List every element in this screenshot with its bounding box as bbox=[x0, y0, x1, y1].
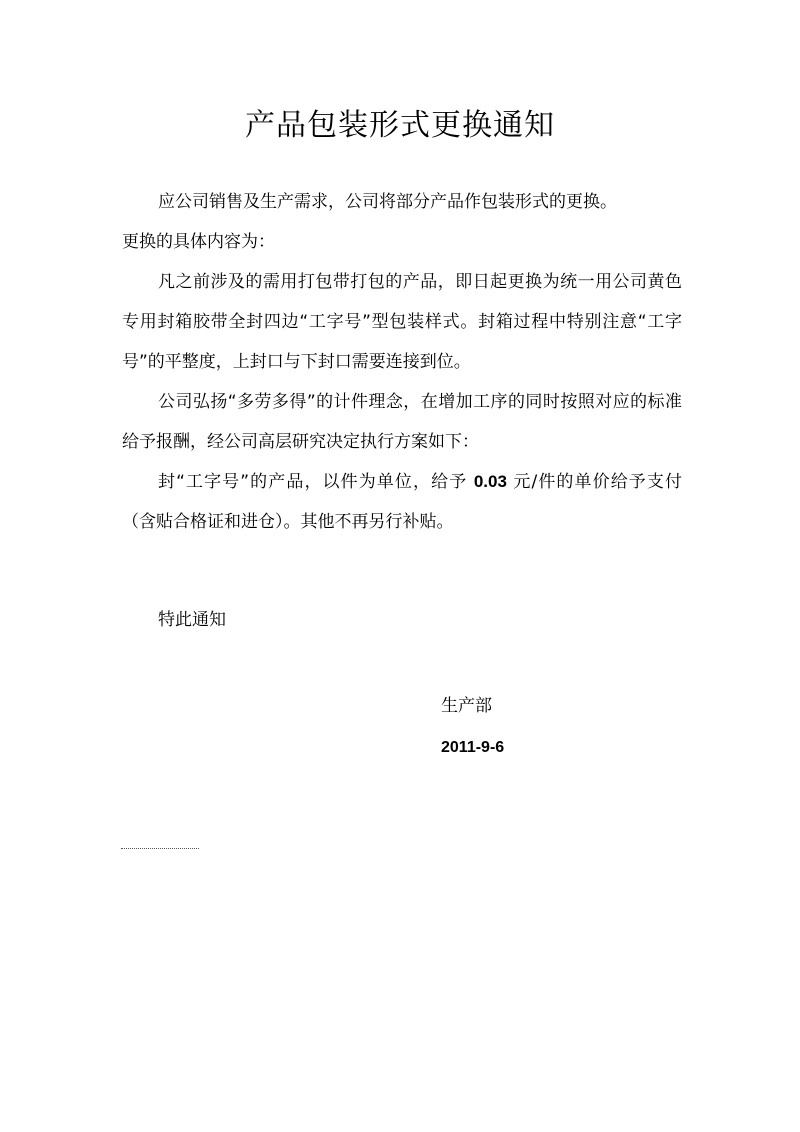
document-body bbox=[122, 182, 682, 542]
paragraph-intro-continued: 更换的具体内容为： bbox=[122, 232, 275, 252]
paragraph-piecework: 公司弘扬“多劳多得”的计件理念，在增加工序的同时按照对应的标准给予报酬，经公司高层研究决定执行方案如下： bbox=[122, 392, 682, 452]
footer-rule bbox=[121, 848, 199, 849]
issue-date: 2011-9-6 bbox=[441, 739, 505, 756]
notice-closing: 特此通知 bbox=[158, 610, 226, 630]
document-title: 产品包装形式更换通知 bbox=[245, 108, 555, 143]
payment-rate: 0.03 bbox=[473, 472, 507, 491]
paragraph-packaging-change: 凡之前涉及的需用打包带打包的产品，即日起更换为统一用公司黄色专用封箱胶带全封四边“工字号”型包装样式。封箱过程中特别注意“工字号”的平整度，上封口与下封口需要连接到位。 bbox=[122, 272, 682, 372]
payment-text-before: 封“工字号”的产品，以件为单位，给予 bbox=[158, 472, 474, 492]
paragraph-intro: 应公司销售及生产需求，公司将部分产品作包装形式的更换。 bbox=[158, 192, 617, 212]
paragraph-payment bbox=[122, 462, 682, 542]
issuing-department: 生产部 bbox=[441, 696, 492, 716]
payment-text-after: 元/件的单价给予支付（含贴合格证和进仓）。其他不再另行补贴。 bbox=[122, 472, 682, 532]
